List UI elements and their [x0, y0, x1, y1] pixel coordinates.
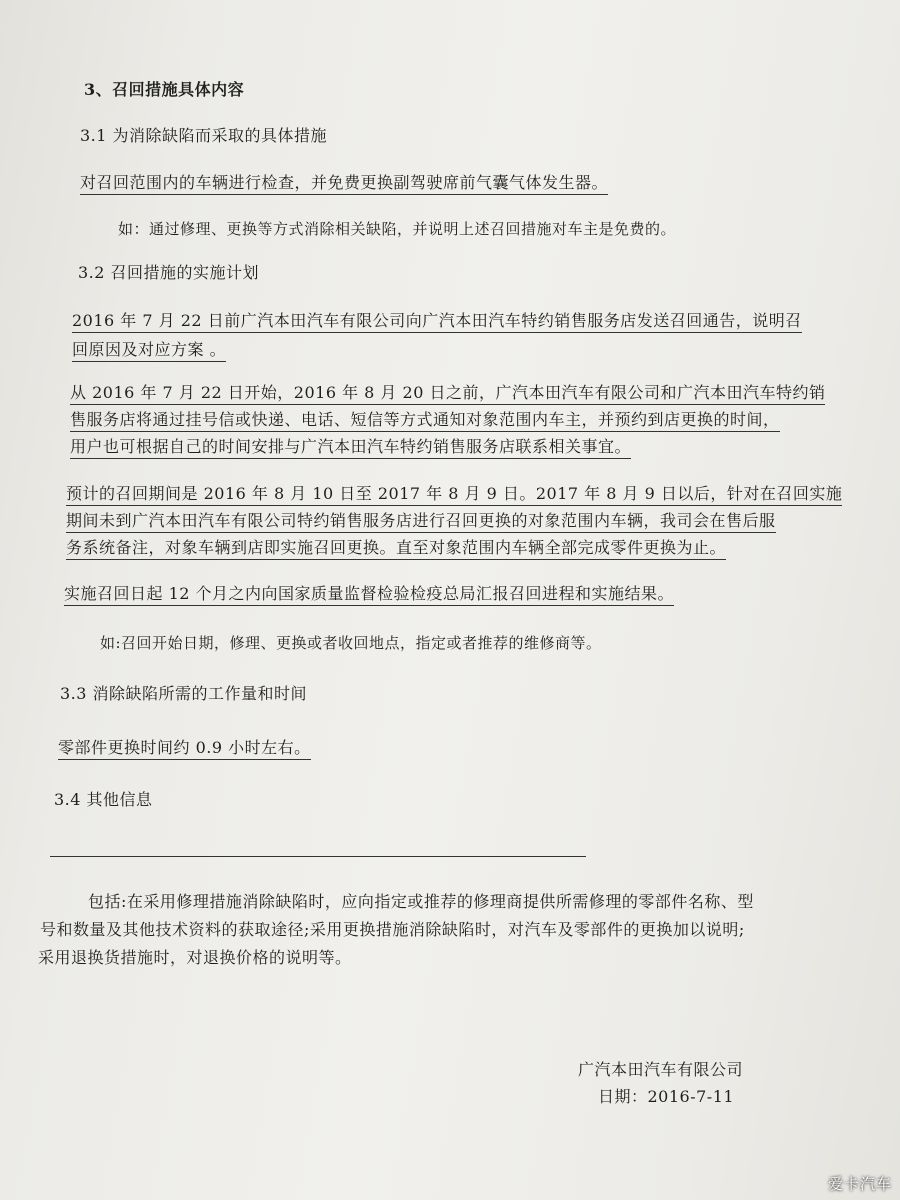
measure-text [80, 173, 608, 193]
plan-para2-line2: 售服务店将通过挂号信或快递、电话、短信等方式通知对象范围内车主，并预约到店更换的时间， [70, 410, 780, 430]
subsection-title-3-2: 3.2 召回措施的实施计划 [78, 263, 260, 282]
plan-para2-line1: 从 2016 年 7 月 22 日开始，2016 年 8 月 20 日之前，广汽本田汽车有限公司和广汽本田汽车特约销 [70, 383, 825, 403]
subsection-title-3-1: 3.1 为消除缺陷而采取的具体措施 [80, 126, 328, 145]
plan-para2-line3: 用户也可根据自己的时间安排与广汽本田汽车特约销售服务店联系相关事宜。 [70, 437, 631, 457]
document-date: 日期：2016-7-11 [598, 1087, 735, 1106]
plan-para1-line2: 回原因及对应方案 。 [72, 340, 226, 360]
plan-para4: 实施召回日起 12 个月之内向国家质量监督检验检疫总局汇报召回进程和实施结果。 [64, 584, 674, 604]
company-name: 广汽本田汽车有限公司 [578, 1060, 744, 1079]
section-heading: 3、召回措施具体内容 [84, 80, 245, 99]
note-line2: 号和数量及其他技术资料的获取途径;采用更换措施消除缺陷时，对汽车及零部件的更换加以说明; [40, 920, 745, 939]
plan-para3-line3: 务系统备注，对象车辆到店即实施召回更换。直至对象范围内车辆全部完成零件更换为止。 [66, 538, 726, 558]
subsection-title-3-4: 3.4 其他信息 [54, 790, 153, 809]
plan-para3-line1: 预计的召回期间是 2016 年 8 月 10 日至 2017 年 8 月 9 日。2017 年 8 月 9 日以后，针对在召回实施 [66, 484, 842, 504]
plan-para1-line1: 2016 年 7 月 22 日前广汽本田汽车有限公司向广汽本田汽车特约销售服务店发送召回通告，说明召 [72, 311, 802, 331]
note-line3: 采用退换货措施时，对退换价格的说明等。 [38, 948, 352, 967]
blank-fill-line [50, 856, 586, 857]
workload-text [58, 738, 311, 758]
workload-text-underlined: 零部件更换时间约 0.9 小时左右。 [58, 738, 311, 760]
watermark-logo-text: 爱卡汽车 [827, 1175, 892, 1193]
subsection-title-3-3: 3.3 消除缺陷所需的工作量和时间 [60, 684, 308, 703]
measure-text-underlined: 对召回范围内的车辆进行检查，并免费更换副驾驶席前气囊气体发生器。 [80, 173, 608, 195]
note-line1: 包括:在采用修理措施消除缺陷时，应向指定或推荐的修理商提供所需修理的零部件名称、型 [88, 892, 754, 911]
example-text-3-1: 如：通过修理、更换等方式消除相关缺陷，并说明上述召回措施对车主是免费的。 [118, 220, 677, 238]
example-text-3-2: 如:召回开始日期，修理、更换或者收回地点，指定或者推荐的维修商等。 [100, 634, 602, 652]
plan-para3-line2: 期间未到广汽本田汽车有限公司特约销售服务店进行召回更换的对象范围内车辆，我司会在售后服 [66, 511, 776, 531]
